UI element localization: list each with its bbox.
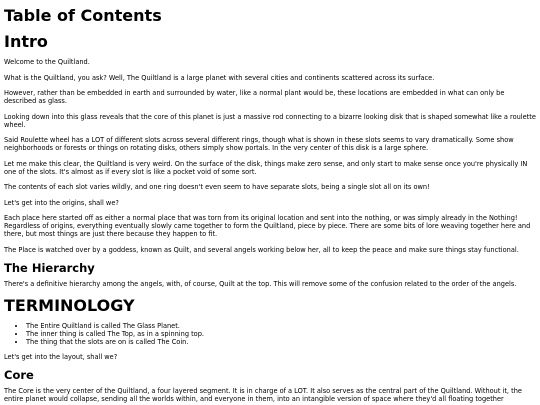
terminology-heading: TERMINOLOGY bbox=[4, 295, 135, 315]
list-item: • The inner thing is called The Top, as in a spinning top. bbox=[26, 330, 536, 338]
intro-paragraph: Let me make this clear, the Quiltland is very weird. On the surface of the disk, things make zero sense, and only start to make sense once you're physically IN one of the slots. It's almost as if every slot is like a pocket void of some sort. bbox=[4, 159, 528, 176]
hierarchy-heading: The Hierarchy bbox=[4, 261, 95, 275]
intro-paragraph: However, rather than be embedded in earth and surrounded by water, like a normal plant would be, these locations are embedded in what can only be described as glass. bbox=[4, 89, 505, 105]
intro-paragraph: The contents of each slot varies wildly, and one ring doesn't even seem to have separate slots, being a single slot all on its own! bbox=[4, 183, 430, 191]
terminology-list bbox=[4, 322, 536, 346]
core-paragraph: The Core is the very center of the Quiltland, a four layered segment. It is in charge of a LOT. It also serves as the central part of the Quiltland. Without it, the entire planet would collapse, sending all the worlds within, and everyone in them, into an intangible version of space where they'd all floating together bbox=[4, 387, 522, 403]
intro-paragraph: Each place here started off as either a normal place that was torn from its original location and sent into the nothing, or was simply already in the Nothing! Regardless of origins, everything eventually slowly came together to form the Quiltland, piece by piece. There are some bits of lore weaving together here and there, but most things are just there because they happen to fit. bbox=[4, 214, 531, 238]
intro-heading: Intro bbox=[4, 32, 48, 51]
list-item: • The thing that the slots are on is called The Coin. bbox=[26, 338, 536, 346]
intro-paragraph: What is the Quiltland, you ask? Well, The Quiltland is a large planet with several cities and continents scattered across its surface. bbox=[4, 73, 435, 82]
toc-title: Table of Contents bbox=[4, 6, 162, 25]
core-heading: Core bbox=[4, 368, 34, 382]
intro-paragraph: Said Roulette wheel has a LOT of different slots across several different rings, though what is shown in these slots seems to vary dramatically. Some show neighborhoods or forests or things on rotating disks, others simply show portals. In the very center of this disk is a large sphere. bbox=[4, 136, 514, 152]
intro-paragraph: Welcome to the Quiltland. bbox=[4, 58, 90, 66]
intro-paragraph: Let's get into the origins, shall we? bbox=[4, 198, 119, 207]
intro-paragraph: Looking down into this glass reveals that the core of this planet is just a massive rod connecting to a bizarre looking disk that is shaped somewhat like a roulette wheel. bbox=[4, 112, 536, 129]
list-item: • The Entire Quiltland is called The Glass Planet. bbox=[26, 322, 536, 330]
hierarchy-paragraph: There's a definitive hierarchy among the angels, with, of course, Quilt at the top. This will remove some of the confusion related to the order of the angels. bbox=[4, 280, 517, 288]
terminology-after: Let's get into the layout, shall we? bbox=[4, 352, 118, 361]
intro-paragraph: The Place is watched over by a goddess, known as Quilt, and several angels working below her, all to keep the peace and make sure things stay functional. bbox=[4, 245, 519, 254]
